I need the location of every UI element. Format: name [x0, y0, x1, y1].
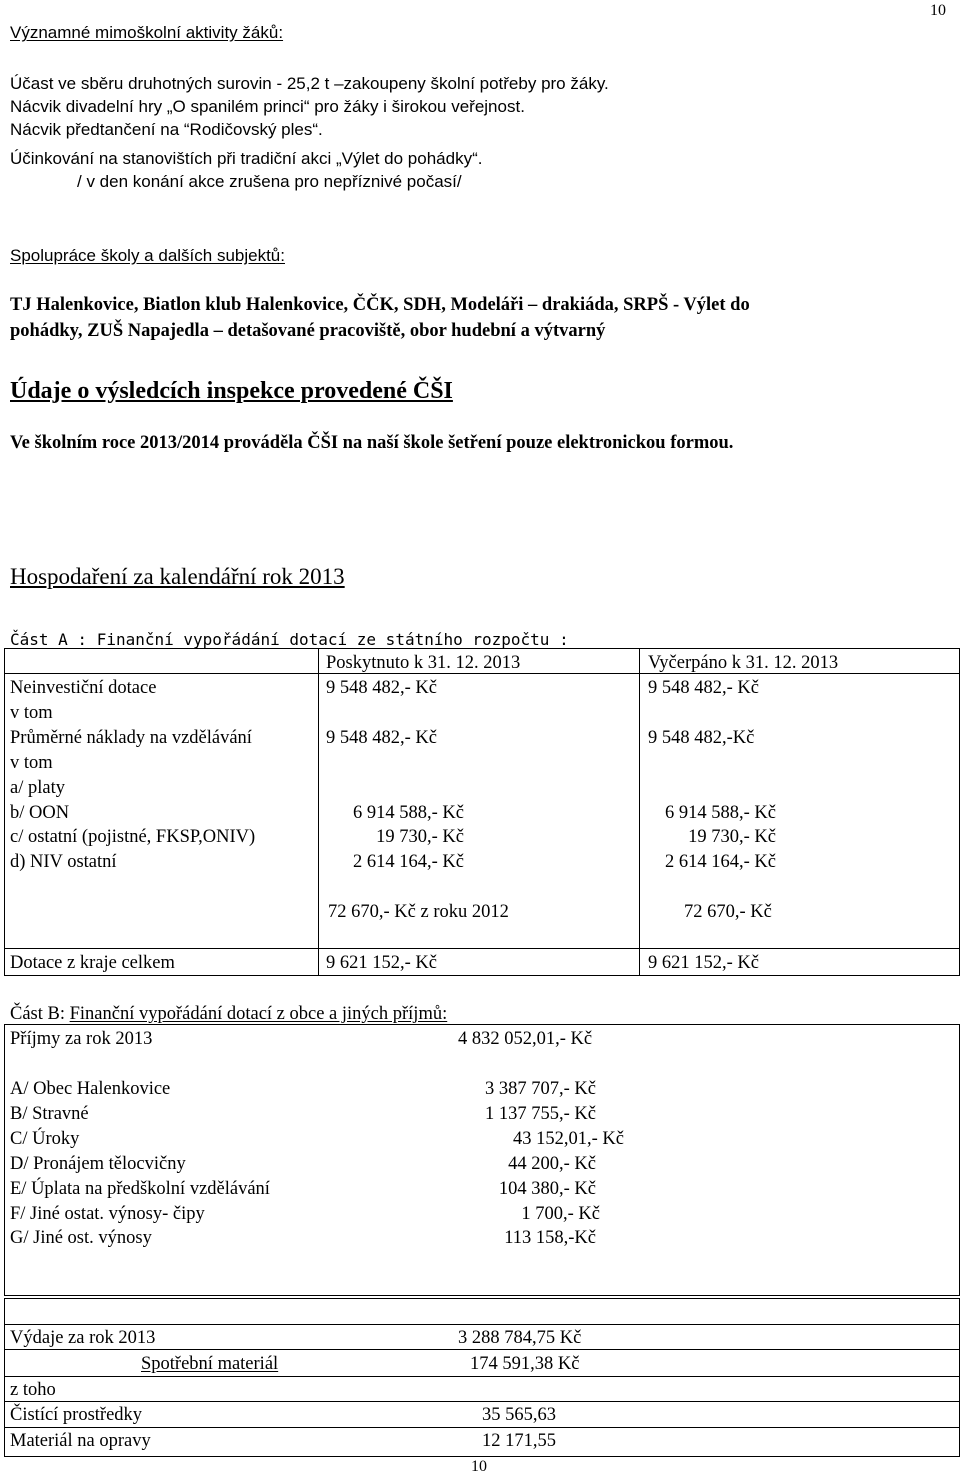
- page-number-top: 10: [930, 2, 946, 19]
- part-a-row-spent: 9 548 482,-Kč: [648, 728, 755, 748]
- cooperation-line-2: pohádky, ZUŠ Napajedla – detašované pracoviště, obor hudební a výtvarný: [10, 321, 606, 341]
- inspection-text: Ve školním roce 2013/2014 prováděla ČŠI na naší škole šetření pouze elektronickou formou.: [10, 433, 734, 453]
- income-row-label: A/ Obec Halenkovice: [10, 1079, 171, 1099]
- region-total-label: Dotace z kraje celkem: [10, 953, 175, 973]
- part-a-row-provided: 2 614 164,- Kč: [353, 852, 464, 872]
- consumable-value: 174 591,38 Kč: [470, 1354, 580, 1374]
- part-a-row-label: v tom: [10, 753, 53, 773]
- part-a-row-provided: 9 548 482,- Kč: [326, 678, 437, 698]
- part-b-title: [10, 1003, 447, 1025]
- cooperation-line-1: TJ Halenkovice, Biatlon klub Halenkovice, ČČK, SDH, Modeláři – drakiáda, SRPŠ - Výlet do: [10, 295, 750, 315]
- part-b-title-prefix: Část B:: [10, 1004, 70, 1024]
- consumable-label: Spotřební materiál: [141, 1354, 279, 1374]
- finance-heading: Hospodaření za kalendářní rok 2013: [10, 564, 345, 589]
- part-a-row-label: Průměrné náklady na vzdělávání: [10, 728, 252, 748]
- income-row-label: C/ Úroky: [10, 1129, 80, 1149]
- part-a-row-label: d) NIV ostatní: [10, 852, 117, 872]
- part-a-col-provided: Poskytnuto k 31. 12. 2013: [326, 653, 521, 673]
- part-a-row-label: c/ ostatní (pojistné, FKSP,ONIV): [10, 827, 256, 847]
- part-a-col-spent: Vyčerpáno k 31. 12. 2013: [648, 653, 839, 673]
- part-a-row-spent: 19 730,- Kč: [688, 827, 776, 847]
- income-row-label: G/ Jiné ost. výnosy: [10, 1228, 152, 1248]
- income-row-label: F/ Jiné ostat. výnosy- čipy: [10, 1204, 205, 1224]
- activity-line-5: / v den konání akce zrušena pro nepříznivé počasí/: [77, 172, 462, 191]
- part-a-row-provided: 6 914 588,- Kč: [353, 803, 464, 823]
- part-a-row-label: v tom: [10, 703, 53, 723]
- expense-separator: [4, 1427, 960, 1428]
- income-row-value: 1 137 755,- Kč: [485, 1104, 596, 1124]
- part-a-row-spent: 2 614 164,- Kč: [665, 852, 776, 872]
- income-row-value: 1 700,- Kč: [521, 1204, 600, 1224]
- income-row-label: D/ Pronájem tělocvičny: [10, 1154, 186, 1174]
- income-row-label: E/ Úplata na předškolní vzdělávání: [10, 1179, 270, 1199]
- part-a-row-label: b/ OON: [10, 803, 70, 823]
- cooperation-heading: Spolupráce školy a dalších subjektů:: [10, 246, 285, 265]
- income-row-value: 44 200,- Kč: [508, 1154, 596, 1174]
- part-a-row-provided: 19 730,- Kč: [376, 827, 464, 847]
- part-a-region-line: [4, 948, 960, 949]
- expense-separator: [4, 1401, 960, 1402]
- part-a-row-spent: 9 548 482,- Kč: [648, 678, 759, 698]
- of-which-label: z toho: [10, 1380, 56, 1400]
- income-row-value: 43 152,01,- Kč: [513, 1129, 624, 1149]
- part-b-title-rest: Finanční vypořádání dotací z obce a jiných příjmů:: [69, 1004, 448, 1024]
- expense-separator: [4, 1349, 960, 1350]
- income-label: Příjmy za rok 2013: [10, 1029, 153, 1049]
- part-a-row-label: a/ platy: [10, 778, 65, 798]
- part-a-row-spent: 6 914 588,- Kč: [665, 803, 776, 823]
- region-total-spent: 9 621 152,- Kč: [648, 953, 759, 973]
- region-total-provided: 9 621 152,- Kč: [326, 953, 437, 973]
- cleaning-label: Čistící prostředky: [10, 1405, 143, 1425]
- income-row-value: 113 158,-Kč: [504, 1228, 596, 1248]
- part-a-row-label: Neinvestiční dotace: [10, 678, 157, 698]
- activity-line-3: Nácvik předtančení na “Rodičovský ples“.: [10, 120, 323, 139]
- page-number-bottom: 10: [471, 1458, 487, 1475]
- expense-separator: [4, 1376, 960, 1377]
- income-row-value: 104 380,- Kč: [498, 1179, 596, 1199]
- expense-total: 3 288 784,75 Kč: [458, 1328, 582, 1348]
- activity-line-2: Nácvik divadelní hry „O spanilém princi“ pro žáky i širokou veřejnost.: [10, 97, 525, 116]
- part-a-row-provided: 9 548 482,- Kč: [326, 728, 437, 748]
- part-a-title: Část A : Finanční vypořádání dotací ze státního rozpočtu :: [10, 630, 569, 649]
- cleaning-value: 35 565,63: [482, 1405, 556, 1425]
- expense-label: Výdaje za rok 2013: [10, 1328, 156, 1348]
- part-a-carryover-provided: 72 670,- Kč z roku 2012: [328, 902, 509, 922]
- inspection-heading: Údaje o výsledcích inspekce provedené ČŠI: [10, 378, 453, 404]
- activity-line-4: Účinkování na stanovištích při tradiční akci „Výlet do pohádky“.: [10, 149, 483, 168]
- repair-label: Materiál na opravy: [10, 1431, 151, 1451]
- repair-value: 12 171,55: [482, 1431, 556, 1451]
- income-row-value: 3 387 707,- Kč: [485, 1079, 596, 1099]
- part-a-carryover-spent: 72 670,- Kč: [684, 902, 772, 922]
- income-row-label: B/ Stravné: [10, 1104, 89, 1124]
- activities-heading: Významné mimoškolní aktivity žáků:: [10, 23, 284, 42]
- income-total: 4 832 052,01,- Kč: [458, 1029, 593, 1049]
- activity-line-1: Účast ve sběru druhotných surovin - 25,2 t –zakoupeny školní potřeby pro žáky.: [10, 74, 609, 93]
- expense-separator: [4, 1324, 960, 1325]
